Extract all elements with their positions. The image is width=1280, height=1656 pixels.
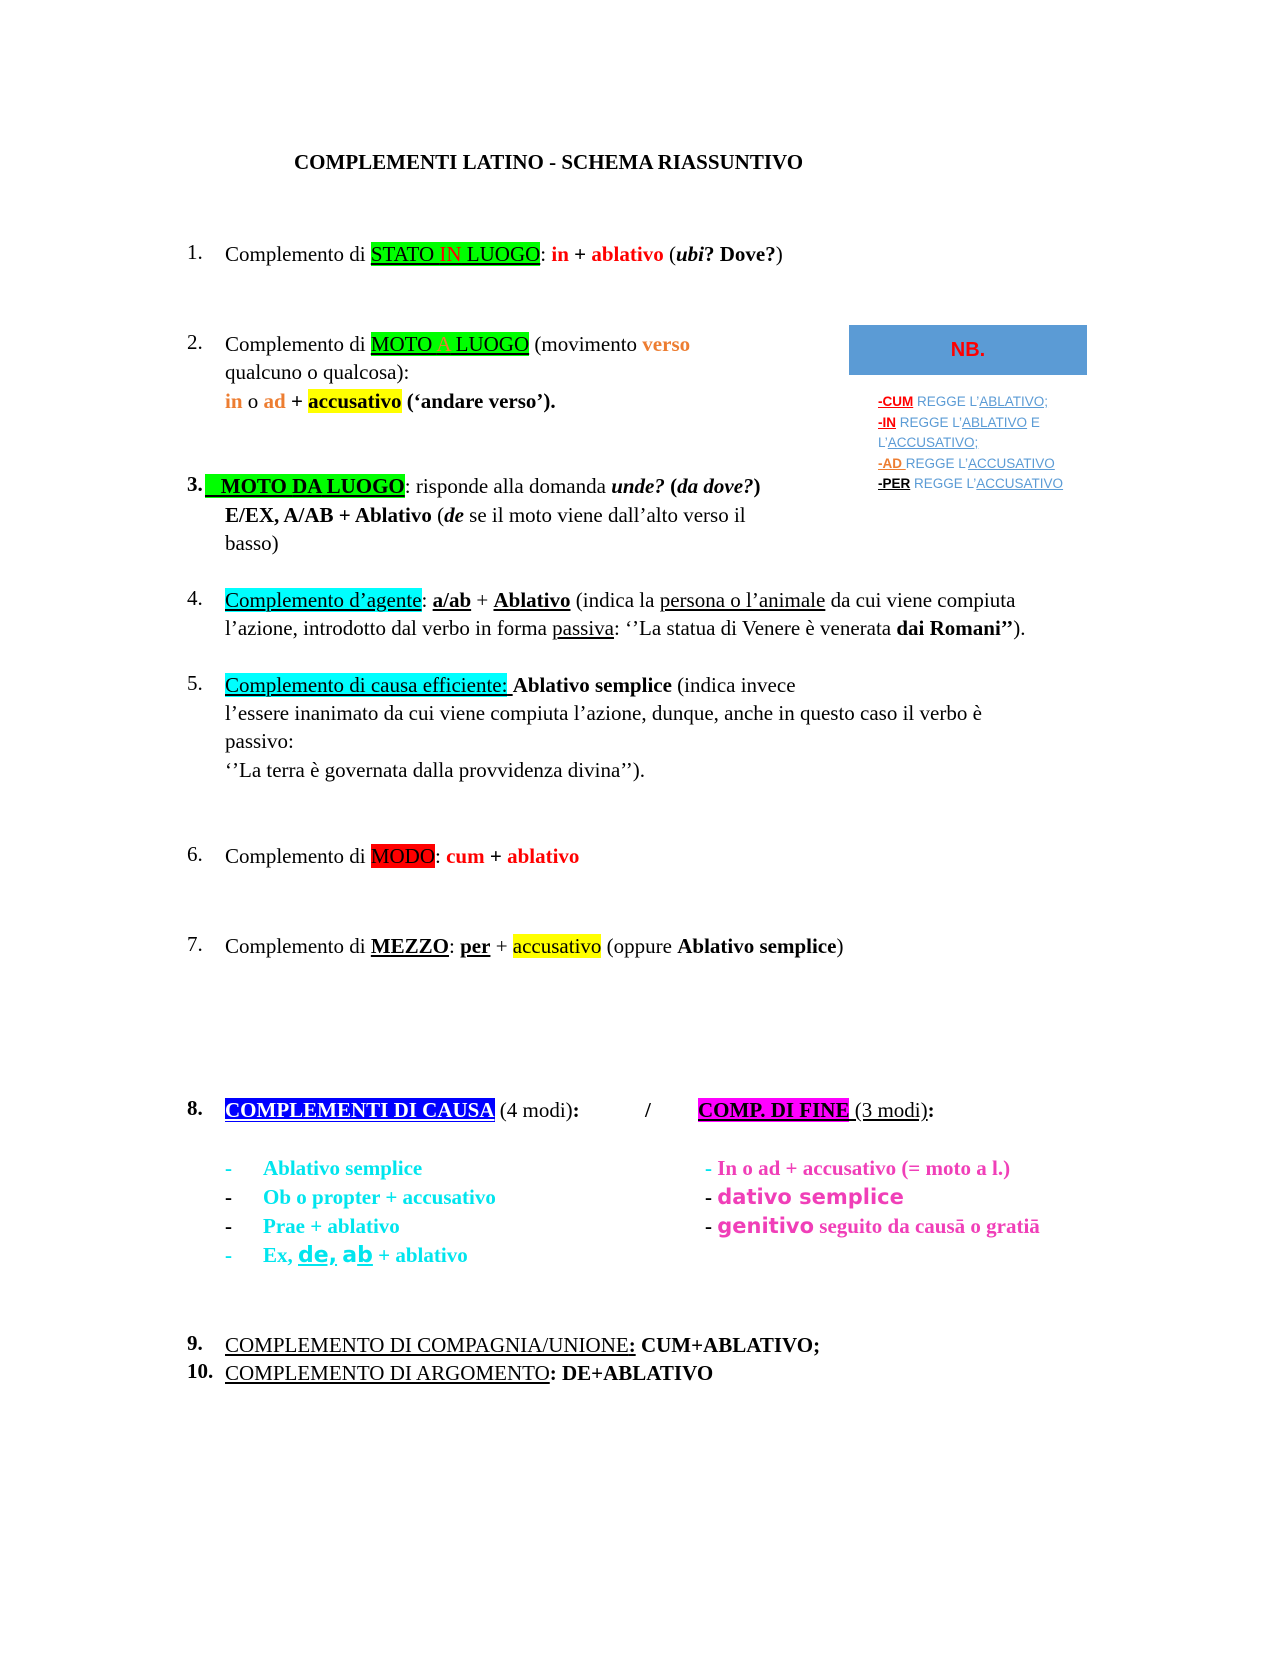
- item-2-line-3: in o ad + accusativo (‘andare verso’).: [225, 389, 556, 413]
- highlight-causa-efficiente: Complemento di causa efficiente:: [225, 673, 508, 697]
- item-3-line-2: E/EX, A/AB + Ablativo (de se il moto viene dall’alto verso il: [225, 503, 746, 527]
- item-4-line-1: Complemento d’agente: a/ab + Ablativo (indica la persona o l’animale da cui viene compiuta: [225, 588, 1016, 612]
- nb-line: -IN REGGE L’ABLATIVO E: [878, 414, 1040, 430]
- keyword-ablativo: ablativo: [591, 242, 664, 266]
- item-number: 5.: [187, 671, 203, 695]
- fine-list-item: - dativo semplice: [705, 1185, 904, 1209]
- nb-title: NB.: [950, 338, 986, 361]
- highlight-moto-a-luogo: MOTO A LUOGO: [370, 332, 530, 356]
- item-number: 1.: [187, 240, 203, 264]
- item-number: 4.: [187, 586, 203, 610]
- item-2-line-2: qualcuno o qualcosa):: [225, 360, 410, 384]
- item-3-line-1: MOTO DA LUOGO: risponde alla domanda unde? (da dove?): [205, 474, 761, 498]
- nb-line: -AD REGGE L’ACCUSATIVO: [878, 455, 1055, 471]
- item-number: 9.: [187, 1331, 203, 1355]
- highlight-complementi-di-causa: COMPLEMENTI DI CAUSA: [225, 1098, 495, 1122]
- item-2-line-1: Complemento di MOTO A LUOGO (movimento verso: [225, 332, 691, 356]
- item-5-line-3: passivo:: [225, 729, 294, 753]
- item-8-fine-heading: COMP. DI FINE (3 modi):: [698, 1098, 935, 1122]
- causa-list-item: - Ob o propter + accusativo: [225, 1185, 496, 1209]
- highlight-comp-di-fine: COMP. DI FINE: [698, 1098, 850, 1122]
- page-title: COMPLEMENTI LATINO - SCHEMA RIASSUNTIVO: [294, 150, 804, 174]
- highlight-stato-in-luogo: STATO IN LUOGO: [370, 242, 541, 266]
- item-number: 2.: [187, 330, 203, 354]
- causa-list-item: - Ex, de, ab + ablativo: [225, 1243, 468, 1268]
- keyword-in: in: [551, 242, 569, 266]
- highlight-modo: MODO: [370, 844, 435, 868]
- item-number: 10.: [187, 1359, 214, 1383]
- item-8-causa-heading: COMPLEMENTI DI CAUSA (4 modi):: [225, 1098, 580, 1122]
- nb-line: -PER REGGE L’ACCUSATIVO: [878, 476, 1064, 491]
- nb-line: -CUM REGGE L’ABLATIVO;: [878, 394, 1049, 409]
- causa-list-item: - Ablativo semplice: [225, 1156, 423, 1180]
- item-number: 7.: [187, 932, 203, 956]
- item-6-text: Complemento di MODO: cum + ablativo: [225, 844, 580, 868]
- item-1-text: Complemento di STATO IN LUOGO: in + ablativo (ubi? Dove?): [225, 242, 783, 266]
- item-5-line-2: l’essere inanimato da cui viene compiuta l’azione, dunque, anche in questo caso il verbo è: [225, 701, 982, 725]
- item-10-text: COMPLEMENTO DI ARGOMENTO: DE+ABLATIVO: [225, 1361, 714, 1385]
- fine-list-item: - In o ad + accusativo (= moto a l.): [705, 1156, 1011, 1180]
- item-number: 3.: [187, 472, 203, 496]
- item-7-text: Complemento di MEZZO: per + accusativo (oppure Ablativo semplice): [225, 934, 844, 958]
- highlight-accusativo: accusativo: [512, 934, 602, 958]
- item-4-line-2: l’azione, introdotto dal verbo in forma passiva: ‘’La statua di Venere è venerata dai Romani’’).: [225, 616, 1026, 640]
- text-run: Complemento di: [225, 242, 371, 266]
- item-5-line-4: ‘’La terra è governata dalla provvidenza divina’’).: [225, 758, 645, 782]
- fine-list-item: - genitivo seguito da causā o gratiā: [705, 1214, 1040, 1238]
- causa-list-item: - Prae + ablativo: [225, 1214, 400, 1238]
- item-3-line-3: basso): [225, 531, 279, 555]
- highlight-moto-da-luogo: MOTO DA LUOGO: [205, 474, 405, 498]
- nb-note-list: [878, 392, 1078, 495]
- nb-box: [849, 325, 1087, 375]
- item-number: 6.: [187, 842, 203, 866]
- nb-line: L’ACCUSATIVO;: [878, 435, 979, 450]
- item-5-line-1: Complemento di causa efficiente: Ablativo semplice (indica invece: [225, 673, 796, 697]
- item-number: 8.: [187, 1096, 203, 1120]
- highlight-accusativo: accusativo: [308, 389, 402, 413]
- highlight-complemento-agente: Complemento d’agente: [225, 588, 422, 612]
- item-9-text: COMPLEMENTO DI COMPAGNIA/UNIONE: CUM+ABLATIVO;: [225, 1333, 821, 1357]
- separator-slash: /: [645, 1098, 651, 1122]
